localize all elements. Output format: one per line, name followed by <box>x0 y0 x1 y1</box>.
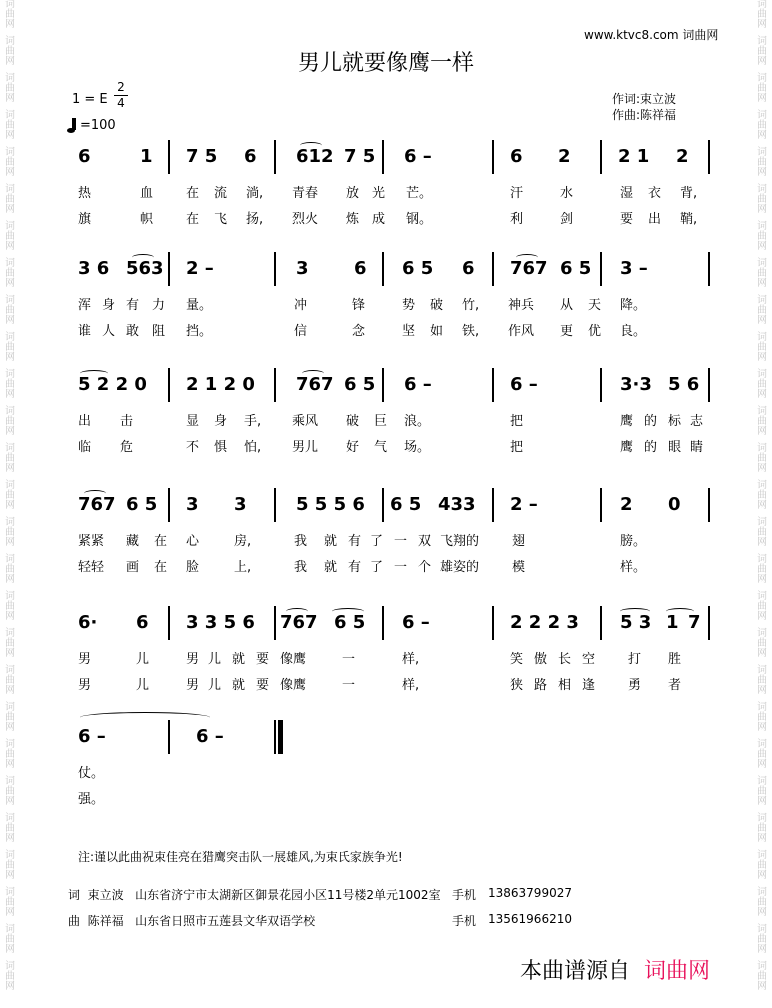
note-group: 1 <box>666 612 679 633</box>
note-group: 433 <box>438 494 476 515</box>
lyrics-verse-1: 热 血 在 流 淌, 青春 放 光 芒。 汗 水 湿 衣 背, <box>78 186 698 201</box>
lyricist: 作词:束立波 <box>612 92 677 106</box>
bar-line <box>274 488 276 522</box>
bar-line <box>600 140 602 174</box>
bar-line <box>168 252 170 286</box>
note-group: 2 <box>558 146 571 167</box>
note-group: 6 5 <box>334 612 366 633</box>
lyrics-verse-2: 男 儿 男 儿 就 要 像鹰 一 样, 狭 路 相 逢 勇 者 <box>78 678 682 693</box>
composer: 作曲:陈祥福 <box>612 108 677 122</box>
bar-line <box>168 368 170 402</box>
bar-line <box>492 488 494 522</box>
note-group: 6 – <box>196 726 224 747</box>
bar-line <box>274 720 276 754</box>
bar-line <box>382 368 384 402</box>
bar-line <box>168 488 170 522</box>
note-group: 767 <box>78 494 116 515</box>
note-group: 6 – <box>404 374 432 395</box>
note-group: 6 <box>244 146 257 167</box>
bar-line <box>600 368 602 402</box>
lyrics-verse-1: 仗。 <box>78 766 105 781</box>
note-group: 767 <box>510 258 548 279</box>
time-signature: 2 4 <box>114 80 128 111</box>
tie <box>80 712 210 723</box>
lyrics-verse-2: 旗 帜 在 飞 扬, 烈火 炼 成 钢。 利 剑 要 出 鞘, <box>78 212 698 227</box>
bar-line <box>708 140 710 174</box>
lyrics-verse-1: 浑 身 有 力 量。 冲 锋 势 破 竹, 神兵 从 天 降。 <box>78 298 647 313</box>
note-group: 6 5 <box>390 494 422 515</box>
bar-line <box>382 140 384 174</box>
bar-line <box>492 368 494 402</box>
bar-line <box>274 606 276 640</box>
lyrics-verse-1: 男 儿 男 儿 就 要 像鹰 一 样, 笑 傲 长 空 打 胜 <box>78 652 682 667</box>
lyrics-verse-2: 强。 <box>78 792 105 807</box>
note-group: 563 <box>126 258 164 279</box>
note-group: 612 <box>296 146 334 167</box>
note-group: 6 5 <box>402 258 434 279</box>
lyrics-verse-1: 出 击 显 身 手, 乘风 破 巨 浪。 把 鹰 的 标 志 <box>78 414 704 429</box>
key-signature: 1 = E <box>72 92 108 107</box>
bar-line <box>168 140 170 174</box>
note-group: 3 6 <box>78 258 110 279</box>
source-credit: 本曲谱源自 词曲网 <box>520 959 711 984</box>
note-group: 6 <box>354 258 367 279</box>
note-group: 7 <box>688 612 701 633</box>
lyrics-verse-2: 轻轻 画 在 脸 上, 我 就 有 了 一 个 雄姿的 模 样。 <box>78 560 647 575</box>
note-group: 6 <box>78 146 91 167</box>
bar-line <box>382 488 384 522</box>
quarter-note-icon <box>72 118 76 130</box>
site-header: www.ktvc8.com 词曲网 <box>584 28 719 42</box>
bar-line <box>492 140 494 174</box>
note-group: 5 6 <box>668 374 700 395</box>
bar-line <box>168 606 170 640</box>
note-group: 5 5 5 6 <box>296 494 365 515</box>
watermark-right: 词 曲 网 词 曲 网 词 曲 网 词 曲 网 词 曲 网 词 曲 网 词 曲 网 词 曲 网 词 曲 网 词 曲 网 词 曲 网 词 曲 网 词 曲 网 词 曲 网 词 曲 网 词 曲 网 词 曲 网 词 曲 网 词 曲 网 词 曲 网 词 曲 网 词 曲 网 词 曲 网 词 曲 网 词 曲 网 词 曲 网 词 曲 网 <box>757 0 767 992</box>
bar-line <box>600 488 602 522</box>
bar-line <box>600 606 602 640</box>
note-group: 5 2 2 0 <box>78 374 147 395</box>
note-group: 3 – <box>620 258 648 279</box>
note-group: 2 <box>676 146 689 167</box>
note-group: 2 1 2 0 <box>186 374 255 395</box>
note-group: 2 – <box>186 258 214 279</box>
lyrics-verse-1: 紧紧 藏 在 心 房, 我 就 有 了 一 双 飞翔的 翅 膀。 <box>78 534 647 549</box>
bar-line <box>708 368 710 402</box>
note-group: 6 5 <box>560 258 592 279</box>
bar-line <box>168 720 170 754</box>
note-group: 767 <box>296 374 334 395</box>
bar-line <box>600 252 602 286</box>
contact-composer: 曲 陈祥福 山东省日照市五莲县文华双语学校 手机 13561966210 <box>68 912 572 928</box>
note-group: 1 <box>140 146 153 167</box>
note-group: 2 – <box>510 494 538 515</box>
bar-line <box>708 488 710 522</box>
note-group: 2 <box>620 494 633 515</box>
lyrics-verse-2: 临 危 不 惧 怕, 男儿 好 气 场。 把 鹰 的 眼 睛 <box>78 440 704 455</box>
note-group: 6 – <box>78 726 106 747</box>
note-group: 767 <box>280 612 318 633</box>
note-group: 6 <box>510 146 523 167</box>
bar-line <box>274 252 276 286</box>
tempo-marking: =100 <box>72 118 116 133</box>
note-group: 0 <box>668 494 681 515</box>
bar-line <box>274 368 276 402</box>
contact-lyricist: 词 束立波 山东省济宁市太湖新区御景花园小区11号楼2单元1002室 手机 13863799027 <box>68 886 572 902</box>
note-group: 7 5 <box>186 146 218 167</box>
note-group: 3 <box>296 258 309 279</box>
page-title: 男儿就要像鹰一样 <box>297 51 474 76</box>
watermark-left: 词 曲 网 词 曲 网 词 曲 网 词 曲 网 词 曲 网 词 曲 网 词 曲 网 词 曲 网 词 曲 网 词 曲 网 词 曲 网 词 曲 网 词 曲 网 词 曲 网 词 曲 网 词 曲 网 词 曲 网 词 曲 网 词 曲 网 词 曲 网 词 曲 网 词 曲 网 词 曲 网 词 曲 网 词 曲 网 词 曲 网 词 曲 网 <box>5 0 15 992</box>
note-group: 3·3 <box>620 374 652 395</box>
brand-link[interactable]: 词曲网 <box>644 959 711 984</box>
note-group: 3 3 5 6 <box>186 612 255 633</box>
lyrics-verse-2: 谁 人 敢 阻 挡。 信 念 坚 如 铁, 作风 更 优 良。 <box>78 324 647 339</box>
note-group: 3 <box>186 494 199 515</box>
note-group: 2 1 <box>618 146 650 167</box>
note-group: 6 – <box>404 146 432 167</box>
note-group: 6 5 <box>126 494 158 515</box>
footnote: 注:谨以此曲祝束佳亮在猎鹰突击队一展雄风,为束氏家族争光! <box>78 850 403 864</box>
note-group: 3 <box>234 494 247 515</box>
note-group: 5 3 <box>620 612 652 633</box>
note-group: 2 2 2 3 <box>510 612 579 633</box>
bar-line <box>492 252 494 286</box>
bar-line <box>382 252 384 286</box>
bar-line <box>492 606 494 640</box>
bar-line <box>382 606 384 640</box>
note-group: 7 5 <box>344 146 376 167</box>
note-group: 6· <box>78 612 98 633</box>
bar-line <box>708 252 710 286</box>
note-group: 6 – <box>402 612 430 633</box>
note-group: 6 – <box>510 374 538 395</box>
note-group: 6 <box>462 258 475 279</box>
bar-line <box>274 140 276 174</box>
note-group: 6 <box>136 612 149 633</box>
bar-line <box>708 606 710 640</box>
final-bar-line <box>278 720 283 754</box>
note-group: 6 5 <box>344 374 376 395</box>
